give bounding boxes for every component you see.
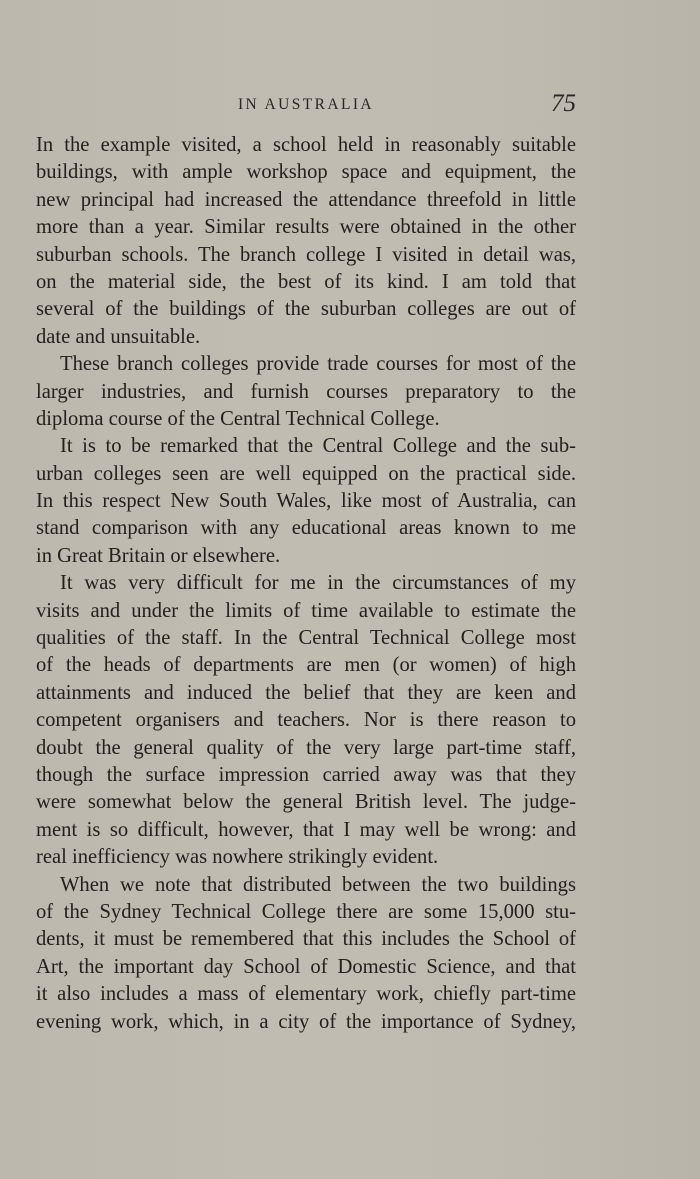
text-line: urban colleges seen are well equipped on the practical side.: [36, 462, 576, 485]
text-line: In this respect New South Wales, like most of Australia, can: [36, 490, 576, 513]
text-line: new principal had increased the attendance threefold in little: [36, 188, 576, 211]
text-line: stand comparison with any educational areas known to me: [36, 517, 576, 540]
text-line: real inefficiency was nowhere strikingly evident.: [36, 846, 439, 869]
paragraph: [36, 433, 576, 570]
body-text: [36, 132, 576, 1036]
paragraph: [36, 351, 576, 433]
paragraph: [36, 132, 576, 351]
text-line: When we note that distributed between the two buildings: [60, 873, 576, 896]
text-line: on the material side, the best of its kind. I am told that: [36, 270, 576, 293]
text-line: several of the buildings of the suburban colleges are out of: [36, 298, 576, 321]
text-line: of the Sydney Technical College there are some 15,000 stu-: [36, 900, 576, 923]
page-number: 75: [551, 90, 576, 117]
text-line: These branch colleges provide trade courses for most of the: [60, 353, 576, 376]
text-line: suburban schools. The branch college I visited in detail was,: [36, 243, 576, 266]
text-line: Art, the important day School of Domestic Science, and that: [36, 955, 576, 978]
text-line: visits and under the limits of time available to estimate the: [36, 599, 576, 622]
running-title: IN AUSTRALIA: [237, 96, 374, 113]
text-line: were somewhat below the general British level. The judge-: [36, 791, 576, 814]
text-line: larger industries, and furnish courses preparatory to the: [36, 380, 576, 403]
paragraph: [36, 570, 576, 871]
text-line: date and unsuitable.: [36, 325, 201, 348]
text-line: in Great Britain or elsewhere.: [36, 544, 281, 567]
text-line: buildings, with ample workshop space and equipment, the: [36, 161, 576, 184]
text-line: though the surface impression carried away was that they: [36, 763, 576, 786]
text-line: It is to be remarked that the Central College and the sub-: [60, 435, 576, 458]
text-line: doubt the general quality of the very large part-time staff,: [36, 736, 576, 759]
text-line: ment is so difficult, however, that I may well be wrong: and: [36, 818, 576, 841]
text-line: competent organisers and teachers. Nor is there reason to: [36, 709, 576, 732]
text-line: it also includes a mass of elementary work, chiefly part-time: [36, 983, 576, 1006]
text-line: In the example visited, a school held in reasonably suitable: [36, 134, 576, 156]
text-line: attainments and induced the belief that they are keen and: [36, 681, 576, 704]
text-line: evening work, which, in a city of the importance of Sydney,: [36, 1010, 576, 1033]
text-line: more than a year. Similar results were obtained in the other: [36, 216, 576, 239]
text-line: qualities of the staff. In the Central Technical College most: [36, 627, 576, 650]
text-line: dents, it must be remembered that this includes the School of: [36, 928, 576, 951]
paragraph: [36, 872, 576, 1036]
text-line: It was very difficult for me in the circumstances of my: [60, 572, 576, 595]
running-head: [36, 90, 576, 124]
text-line: of the heads of departments are men (or women) of high: [36, 654, 576, 677]
text-line: diploma course of the Central Technical College.: [36, 407, 440, 430]
